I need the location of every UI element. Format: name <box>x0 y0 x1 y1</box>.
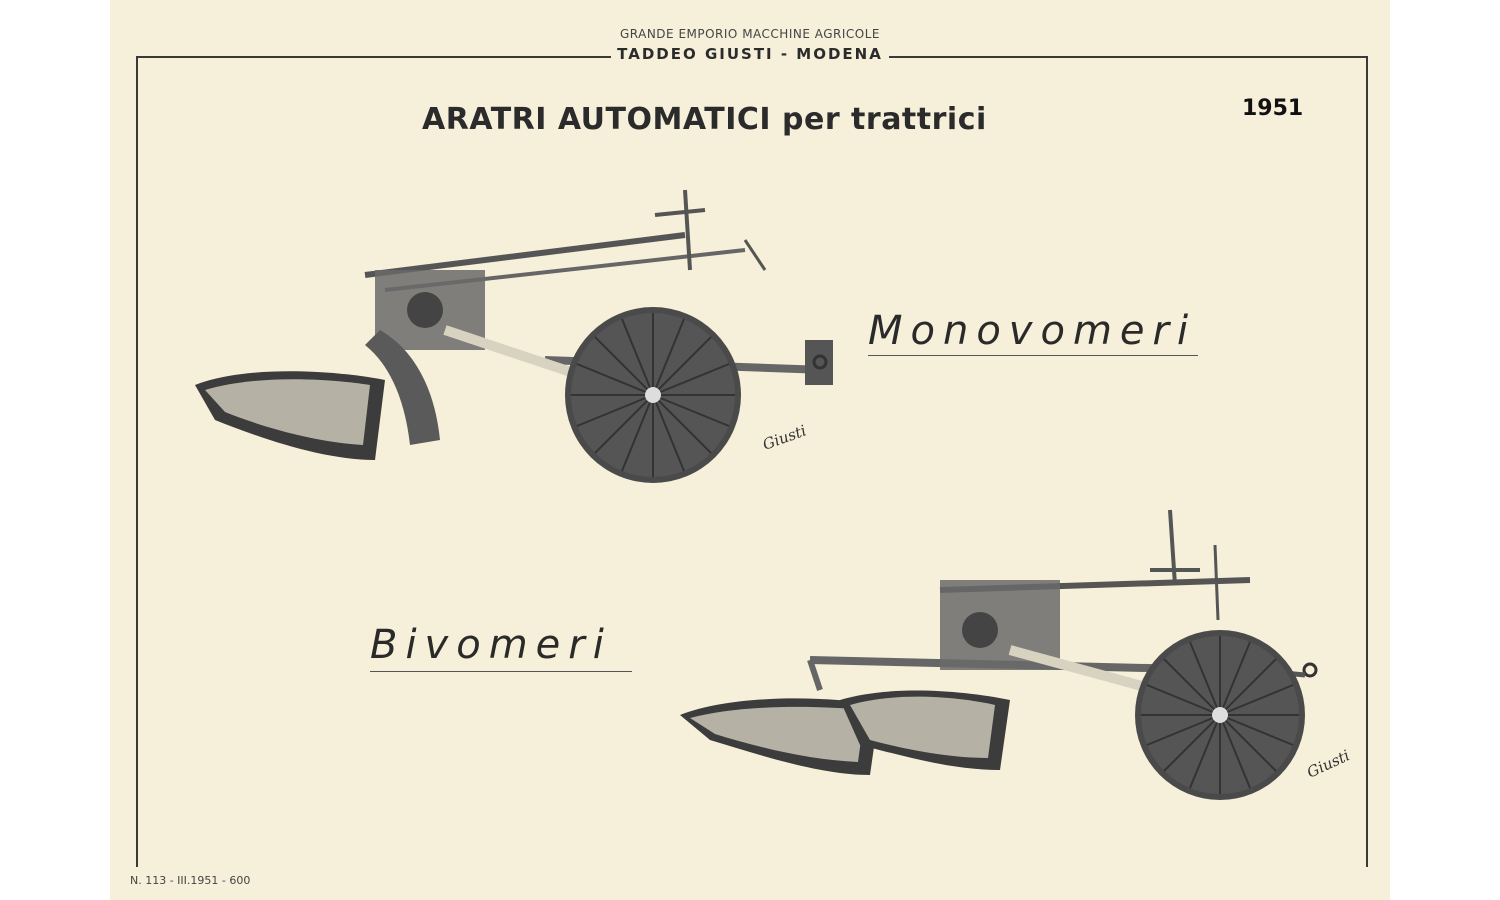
single-plow-illustration <box>185 180 845 490</box>
year-annotation: 1951 <box>1242 96 1304 121</box>
double-plow-illustration <box>670 500 1353 800</box>
print-code: N. 113 - III.1951 - 600 <box>130 874 251 887</box>
monovomeri-label: Monovomeri <box>868 308 1197 354</box>
bivomeri-underline <box>370 671 632 672</box>
plow-signature: Giusti <box>1304 746 1353 782</box>
plow-signature: Giusti <box>760 421 809 454</box>
monovomeri-underline <box>868 355 1198 356</box>
page-title: ARATRI AUTOMATICI per trattrici <box>422 102 987 137</box>
company-name: TADDEO GIUSTI - MODENA <box>611 45 889 63</box>
bivomeri-label: Bivomeri <box>370 622 612 668</box>
brochure-page <box>110 0 1390 900</box>
company-subtitle: GRANDE EMPORIO MACCHINE AGRICOLE <box>619 27 881 41</box>
